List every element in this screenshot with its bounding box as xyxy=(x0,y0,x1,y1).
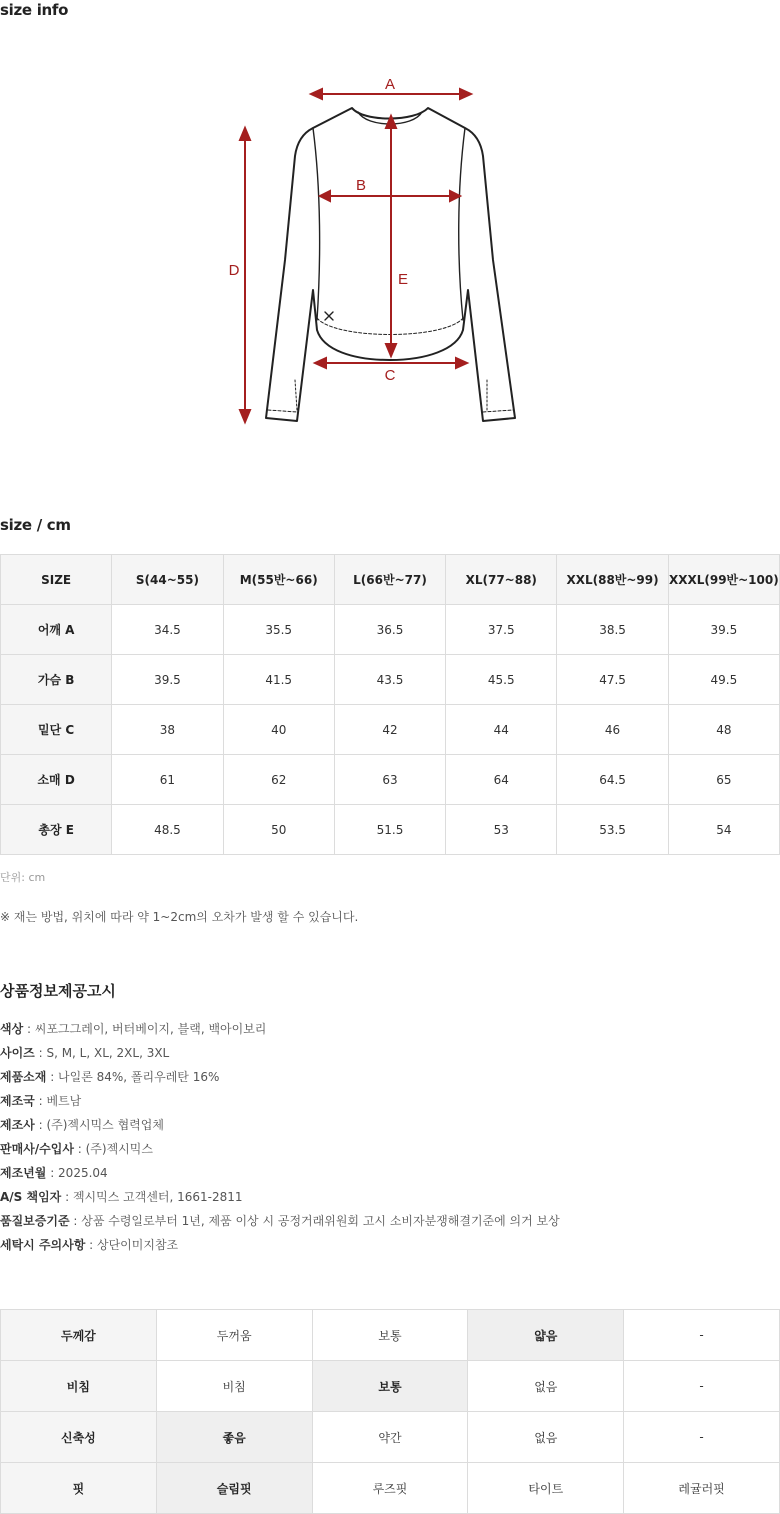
info-key: 사이즈 xyxy=(0,1046,35,1060)
size-header-cell: L(66반~77) xyxy=(334,555,445,605)
product-info-title: 상품정보제공고시 xyxy=(0,982,116,1000)
table-row xyxy=(1,755,780,805)
measure-value: 48 xyxy=(668,705,779,755)
label-b: B xyxy=(355,177,367,194)
fabric-option: 좋음 xyxy=(156,1412,312,1463)
info-value: : 2025.04 xyxy=(46,1166,108,1180)
size-header-cell: M(55반~66) xyxy=(223,555,334,605)
measure-value: 62 xyxy=(223,755,334,805)
fabric-option: 없음 xyxy=(468,1361,624,1412)
measure-value: 53.5 xyxy=(557,805,668,855)
product-info-list xyxy=(0,1020,560,1260)
measure-value: 38 xyxy=(112,705,223,755)
table-row xyxy=(1,655,780,705)
measure-value: 53 xyxy=(446,805,557,855)
list-item xyxy=(0,1092,560,1116)
list-item xyxy=(0,1236,560,1260)
fabric-label: 핏 xyxy=(1,1463,157,1514)
fabric-option: 얇음 xyxy=(468,1310,624,1361)
size-header-cell: S(44~55) xyxy=(112,555,223,605)
info-key: 세탁시 주의사항 xyxy=(0,1238,86,1252)
fabric-option: 보통 xyxy=(312,1310,468,1361)
fabric-label: 두께감 xyxy=(1,1310,157,1361)
size-diagram xyxy=(225,70,525,430)
fabric-option: 없음 xyxy=(468,1412,624,1463)
measure-label: 소매 D xyxy=(1,755,112,805)
label-e: E xyxy=(397,271,409,288)
measure-value: 37.5 xyxy=(446,605,557,655)
info-key: 제품소재 xyxy=(0,1070,47,1084)
fabric-option: - xyxy=(624,1361,780,1412)
measure-value: 43.5 xyxy=(334,655,445,705)
info-key: A/S 책임자 xyxy=(0,1190,62,1204)
list-item xyxy=(0,1044,560,1068)
measure-value: 54 xyxy=(668,805,779,855)
table-row xyxy=(1,1463,780,1514)
list-item xyxy=(0,1164,560,1188)
info-value: : S, M, L, XL, 2XL, 3XL xyxy=(34,1046,170,1060)
info-value: : 나일론 84%, 폴리우레탄 16% xyxy=(46,1070,220,1084)
measure-value: 34.5 xyxy=(112,605,223,655)
measure-value: 35.5 xyxy=(223,605,334,655)
table-row xyxy=(1,605,780,655)
size-header-cell: XXL(88반~99) xyxy=(557,555,668,605)
measure-label: 밑단 C xyxy=(1,705,112,755)
measure-value: 48.5 xyxy=(112,805,223,855)
fabric-table xyxy=(0,1309,780,1514)
list-item xyxy=(0,1188,560,1212)
list-item xyxy=(0,1116,560,1140)
fabric-option: 슬림핏 xyxy=(156,1463,312,1514)
fabric-option: 루즈핏 xyxy=(312,1463,468,1514)
info-value: : 상단이미지참조 xyxy=(85,1238,179,1252)
measure-value: 42 xyxy=(334,705,445,755)
measure-value: 39.5 xyxy=(112,655,223,705)
unit-note: 단위: cm xyxy=(0,871,46,884)
info-key: 제조년월 xyxy=(0,1166,47,1180)
table-row xyxy=(1,805,780,855)
info-key: 색상 xyxy=(0,1022,24,1036)
size-table-header-row xyxy=(1,555,780,605)
measure-value: 46 xyxy=(557,705,668,755)
measure-value: 49.5 xyxy=(668,655,779,705)
measure-value: 44 xyxy=(446,705,557,755)
size-info-title: size info xyxy=(0,1,69,19)
list-item xyxy=(0,1068,560,1092)
list-item xyxy=(0,1140,560,1164)
size-header-cell: SIZE xyxy=(1,555,112,605)
info-value: : (주)젝시믹스 xyxy=(73,1142,153,1156)
size-header-cell: XL(77~88) xyxy=(446,555,557,605)
label-c: C xyxy=(384,367,396,384)
measure-value: 41.5 xyxy=(223,655,334,705)
measure-value: 64.5 xyxy=(557,755,668,805)
table-row xyxy=(1,1412,780,1463)
measure-value: 39.5 xyxy=(668,605,779,655)
label-a: A xyxy=(384,76,396,93)
info-value: : 씨포그그레이, 버터베이지, 블랙, 백아이보리 xyxy=(23,1022,267,1036)
size-table xyxy=(0,554,780,855)
fabric-option: 레귤러핏 xyxy=(624,1463,780,1514)
measure-value: 45.5 xyxy=(446,655,557,705)
measure-value: 64 xyxy=(446,755,557,805)
measure-value: 40 xyxy=(223,705,334,755)
measure-value: 50 xyxy=(223,805,334,855)
label-d: D xyxy=(228,262,240,279)
tolerance-note: ※ 재는 방법, 위치에 따라 약 1~2cm의 오차가 발생 할 수 있습니다. xyxy=(0,910,359,924)
measure-value: 36.5 xyxy=(334,605,445,655)
fabric-label: 비침 xyxy=(1,1361,157,1412)
measure-value: 47.5 xyxy=(557,655,668,705)
table-row xyxy=(1,1361,780,1412)
fabric-option: - xyxy=(624,1412,780,1463)
measure-value: 38.5 xyxy=(557,605,668,655)
table-row xyxy=(1,705,780,755)
info-key: 판매사/수입사 xyxy=(0,1142,74,1156)
info-value: : (주)젝시믹스 협력업체 xyxy=(34,1118,164,1132)
measure-value: 65 xyxy=(668,755,779,805)
size-header-cell: XXXL(99반~100) xyxy=(668,555,779,605)
measure-value: 51.5 xyxy=(334,805,445,855)
measure-label: 가슴 B xyxy=(1,655,112,705)
table-row xyxy=(1,1310,780,1361)
info-value: : 상품 수령일로부터 1년, 제품 이상 시 공정거래위원회 고시 소비자분쟁해결기준에 의거 보상 xyxy=(69,1214,560,1228)
fabric-option: 비침 xyxy=(156,1361,312,1412)
measure-value: 63 xyxy=(334,755,445,805)
fabric-option: 보통 xyxy=(312,1361,468,1412)
size-table-title: size / cm xyxy=(0,516,71,534)
measure-value: 61 xyxy=(112,755,223,805)
fabric-label: 신축성 xyxy=(1,1412,157,1463)
measure-label: 어깨 A xyxy=(1,605,112,655)
info-key: 제조국 xyxy=(0,1094,35,1108)
info-key: 제조사 xyxy=(0,1118,35,1132)
measure-label: 총장 E xyxy=(1,805,112,855)
info-value: : 베트남 xyxy=(34,1094,82,1108)
fabric-option: 타이트 xyxy=(468,1463,624,1514)
fabric-option: 약간 xyxy=(312,1412,468,1463)
list-item xyxy=(0,1212,560,1236)
fabric-option: - xyxy=(624,1310,780,1361)
info-key: 품질보증기준 xyxy=(0,1214,70,1228)
fabric-option: 두꺼움 xyxy=(156,1310,312,1361)
info-value: : 젝시믹스 고객센터, 1661-2811 xyxy=(61,1190,243,1204)
list-item xyxy=(0,1020,560,1044)
